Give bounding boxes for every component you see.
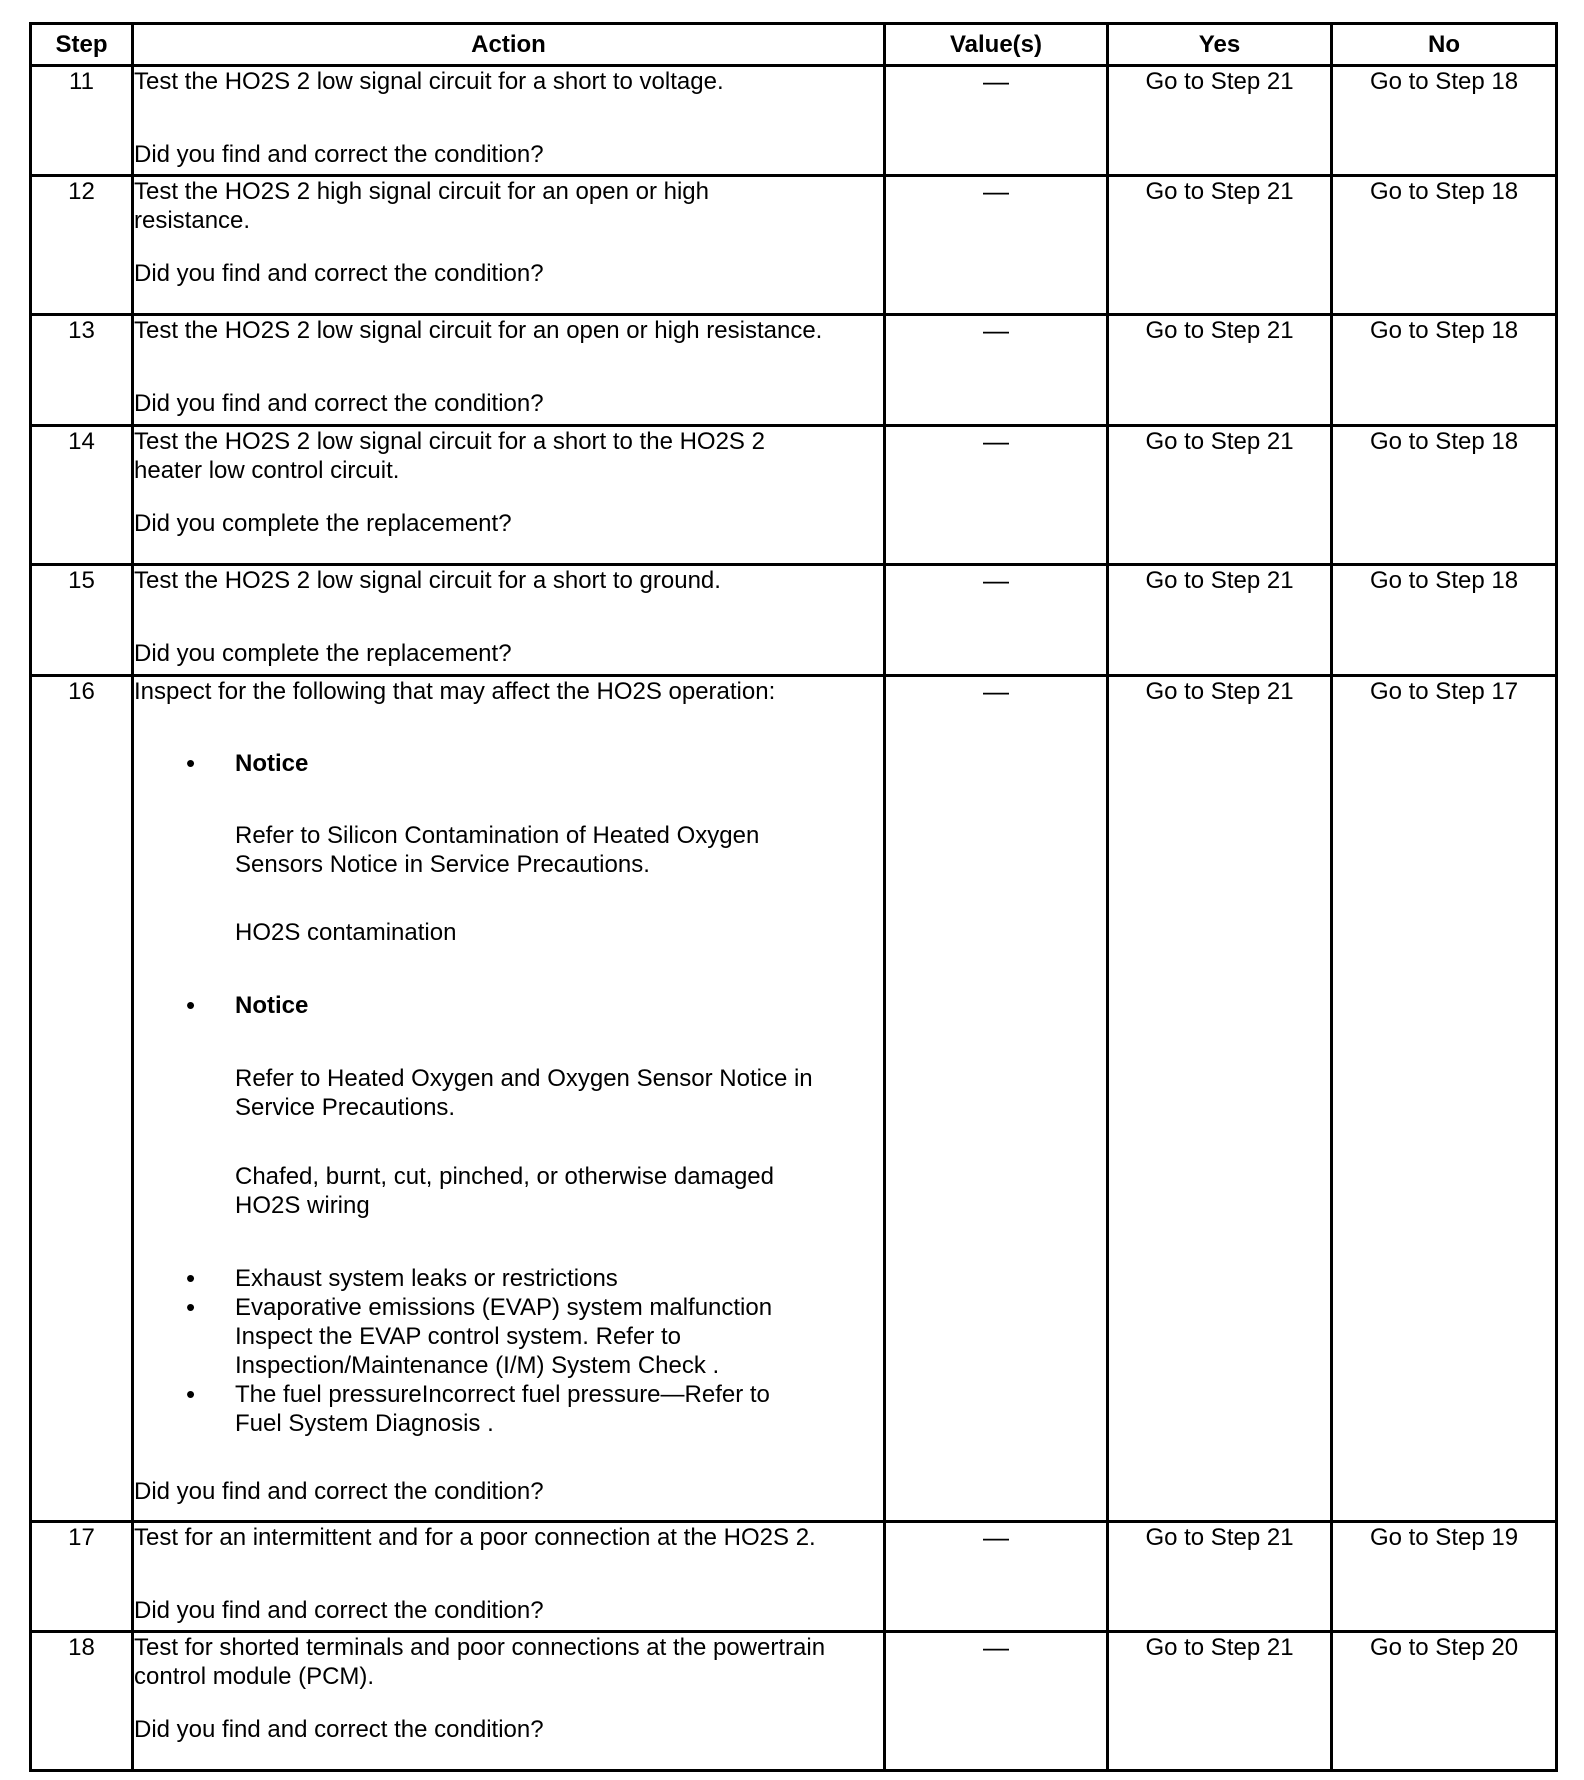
- no-goto: Go to Step 18: [1369, 428, 1519, 455]
- table-row: [31, 676, 1557, 1522]
- no-goto: Go to Step 18: [1369, 178, 1519, 205]
- no-cell: [1332, 426, 1557, 565]
- list-item: • The fuel pressureIncorrect fuel pressure—Refer to Fuel System Diagnosis .: [134, 1380, 775, 1438]
- step-number: 16: [31, 676, 133, 1522]
- value-cell: —: [885, 1522, 1108, 1632]
- header-yes: Yes: [1108, 24, 1332, 66]
- action-question: Did you find and correct the condition?: [134, 1597, 544, 1624]
- table-row: [31, 176, 1557, 315]
- action-text: Test for an intermittent and for a poor connection at the HO2S 2.: [134, 1524, 816, 1551]
- no-cell: [1332, 66, 1557, 176]
- action-cell: [133, 565, 885, 676]
- no-cell: [1332, 315, 1557, 426]
- no-cell: [1332, 1522, 1557, 1632]
- action-cell: [133, 1632, 885, 1771]
- table-row: [31, 565, 1557, 676]
- table-row: [31, 66, 1557, 176]
- yes-cell: [1108, 1632, 1332, 1771]
- action-text: Test the HO2S 2 low signal circuit for a short to the HO2S 2 heater low control circuit.: [134, 428, 765, 484]
- header-action: Action: [133, 24, 885, 66]
- value-cell: —: [885, 315, 1108, 426]
- diagnostic-table: [29, 22, 1558, 1772]
- list-item: [134, 749, 883, 947]
- action-text: Test the HO2S 2 low signal circuit for an open or high resistance.: [134, 317, 823, 344]
- table-row: [31, 1522, 1557, 1632]
- value-cell: —: [885, 565, 1108, 676]
- action-text: Test the HO2S 2 high signal circuit for an open or high resistance.: [134, 178, 709, 234]
- yes-goto: Go to Step 21: [1145, 1634, 1294, 1661]
- no-goto: Go to Step 18: [1369, 317, 1519, 344]
- yes-goto: Go to Step 21: [1145, 428, 1294, 455]
- action-question: Did you find and correct the condition?: [134, 390, 544, 417]
- step-number: 11: [31, 66, 133, 176]
- yes-cell: [1108, 176, 1332, 315]
- action-cell: [133, 426, 885, 565]
- yes-goto: Go to Step 21: [1145, 178, 1294, 205]
- notice-item: HO2S contamination: [235, 919, 457, 946]
- no-goto: Go to Step 20: [1369, 1634, 1519, 1661]
- table-row: [31, 426, 1557, 565]
- step-number: 14: [31, 426, 133, 565]
- step-number: 18: [31, 1632, 133, 1771]
- notice-text: Refer to Silicon Contamination of Heated Oxygen Sensors Notice in Service Precautions.: [235, 822, 760, 878]
- no-cell: [1332, 676, 1557, 1522]
- table-row: [31, 1632, 1557, 1771]
- notice-list: [134, 749, 883, 947]
- notice-heading: • Notice: [235, 992, 309, 1019]
- no-goto: Go to Step 17: [1369, 678, 1519, 705]
- value-cell: —: [885, 66, 1108, 176]
- no-goto: Go to Step 18: [1369, 567, 1519, 594]
- value-cell: —: [885, 676, 1108, 1522]
- action-cell: [133, 176, 885, 315]
- header-no: No: [1332, 24, 1557, 66]
- condition-list: [134, 1264, 883, 1438]
- value-cell: —: [885, 1632, 1108, 1771]
- notice-heading: • Notice: [235, 750, 309, 777]
- action-question: Did you complete the replacement?: [134, 640, 512, 667]
- no-goto: Go to Step 18: [1369, 68, 1519, 95]
- action-cell: [133, 66, 885, 176]
- yes-cell: [1108, 315, 1332, 426]
- header-step: Step: [31, 24, 133, 66]
- header-values: Value(s): [885, 24, 1108, 66]
- list-item: • Exhaust system leaks or restrictions: [134, 1264, 883, 1293]
- action-question: Did you find and correct the condition?: [134, 1478, 544, 1505]
- action-cell: [133, 315, 885, 426]
- yes-goto: Go to Step 21: [1145, 68, 1294, 95]
- action-text: Inspect for the following that may affect the HO2S operation:: [134, 678, 776, 705]
- no-goto: Go to Step 19: [1369, 1524, 1519, 1551]
- header-row: [31, 24, 1557, 66]
- no-cell: [1332, 1632, 1557, 1771]
- yes-goto: Go to Step 21: [1145, 567, 1294, 594]
- action-text: Test for shorted terminals and poor connections at the powertrain control module (PCM).: [134, 1634, 826, 1690]
- action-text: Test the HO2S 2 low signal circuit for a short to ground.: [134, 567, 721, 594]
- notice-text: Refer to Heated Oxygen and Oxygen Sensor Notice in Service Precautions.: [235, 1065, 813, 1121]
- action-cell: [133, 1522, 885, 1632]
- list-item: [134, 991, 883, 1220]
- yes-goto: Go to Step 21: [1145, 317, 1294, 344]
- yes-goto: Go to Step 21: [1145, 1524, 1294, 1551]
- step-number: 12: [31, 176, 133, 315]
- no-cell: [1332, 565, 1557, 676]
- action-text: Test the HO2S 2 low signal circuit for a short to voltage.: [134, 68, 724, 95]
- action-question: Did you find and correct the condition?: [134, 260, 544, 287]
- notice-list: [134, 991, 883, 1220]
- list-item: • Evaporative emissions (EVAP) system malfunction Inspect the EVAP control system. Refer to Inspection/Maintenance (I/M) System Check .: [134, 1293, 775, 1380]
- table-row: [31, 315, 1557, 426]
- value-cell: —: [885, 176, 1108, 315]
- step-number: 13: [31, 315, 133, 426]
- action-question: Did you complete the replacement?: [134, 510, 512, 537]
- yes-cell: [1108, 426, 1332, 565]
- value-cell: —: [885, 426, 1108, 565]
- step-number: 17: [31, 1522, 133, 1632]
- yes-cell: [1108, 1522, 1332, 1632]
- yes-goto: Go to Step 21: [1145, 678, 1294, 705]
- yes-cell: [1108, 565, 1332, 676]
- no-cell: [1332, 176, 1557, 315]
- action-question: Did you find and correct the condition?: [134, 141, 544, 168]
- action-cell: [133, 676, 885, 1522]
- yes-cell: [1108, 676, 1332, 1522]
- action-question: Did you find and correct the condition?: [134, 1716, 544, 1743]
- step-number: 15: [31, 565, 133, 676]
- yes-cell: [1108, 66, 1332, 176]
- notice-item: Chafed, burnt, cut, pinched, or otherwise damaged HO2S wiring: [235, 1163, 774, 1219]
